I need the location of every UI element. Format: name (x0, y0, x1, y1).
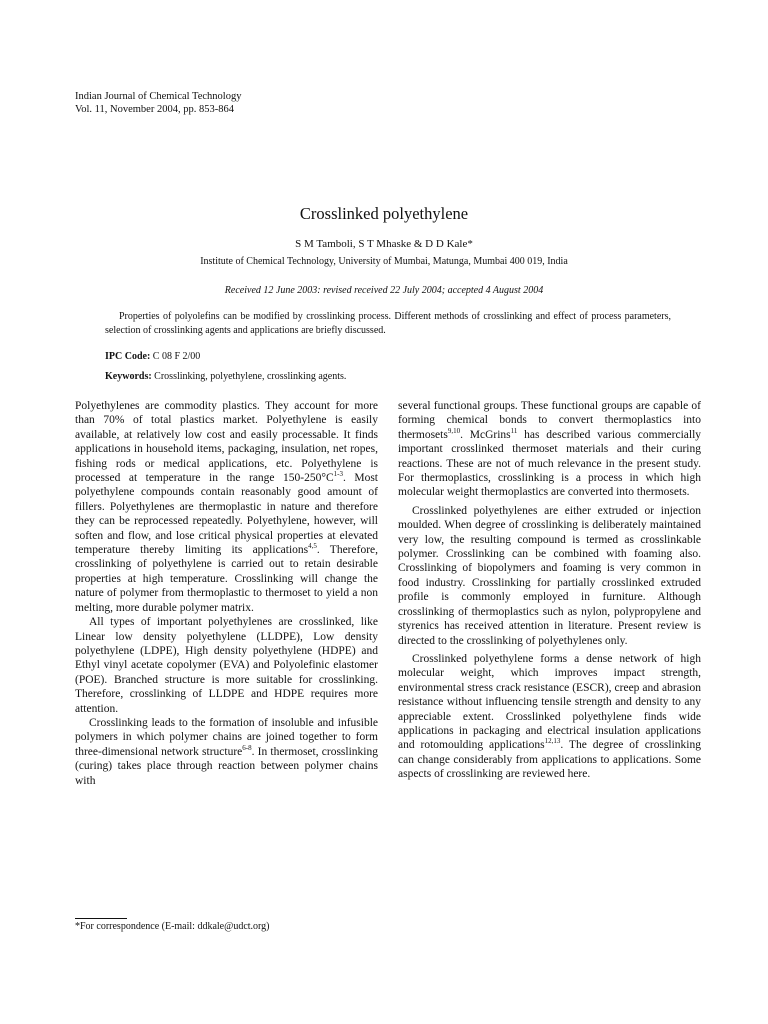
ipc-label: IPC Code: (105, 351, 151, 362)
article-affiliation: Institute of Chemical Technology, University of Mumbai, Matunga, Mumbai 400 019, India (200, 256, 568, 267)
paragraph (75, 716, 378, 788)
paragraph (398, 399, 701, 500)
paragraph: All types of important polyethylenes are crosslinked, like Linear low density polyethylene (LLDPE), Low density polyethylene (LDPE), High density polyethylene (HDPE) and Ethyl vinyl acetate copolymer (EVA) and Polyolefinic elastomer (POE). Branched structure is more suitable for crosslinking. Therefore, crosslinking of LLDPE and HDPE requires more attention. (75, 616, 378, 715)
text-run: several functional groups. These functional groups are capable of forming chemical bonds to convert thermoplastics into thermosets (398, 400, 701, 441)
text-run: . Most polyethylene compounds contain reasonably good amount of fillers. Polyethylenes are thermoplastic in nature and therefore they can be reprocessed repeatedly. Polyethylene, however, will soften and flow, and lose critical physical properties at elevated temperature thereby limiting its applications (75, 472, 378, 557)
citation-ref: 4,5 (308, 542, 317, 551)
journal-name: Indian Journal of Chemical Technology (75, 91, 242, 102)
text-run: Crosslinked polyethylene forms a dense network of high molecular weight, which improves impact strength, environmental stress crack resistance (ESCR), creep and abrasion resistance without influencing tensile strength and density to any appreciable extent. Crosslinked polyethylene finds wide applications in packaging and electrical insulation applications and rotomoulding applications (398, 652, 701, 752)
journal-issue: Vol. 11, November 2004, pp. 853-864 (75, 104, 234, 115)
journal-header (75, 90, 241, 116)
ipc-code (105, 351, 200, 362)
keywords (105, 371, 346, 382)
text-run: . Therefore, crosslinking of polyethylene is carried out to retain desirable properties at high temperature. Crosslinking will change the nature of polymer from thermoplastic to thermoset to yield a non melting, more durable polymer matrix. (75, 544, 378, 614)
keywords-value: Crosslinking, polyethylene, crosslinking agents. (151, 371, 347, 382)
article-title: Crosslinked polyethylene (299, 204, 469, 223)
keywords-label: Keywords: (105, 371, 152, 382)
ipc-value: C 08 F 2/00 (150, 351, 201, 362)
citation-ref: 11 (510, 426, 518, 435)
text-run: Polyethylenes are commodity plastics. They account for more than 70% of total plastics market. Polyethylene is easily available, at relatively low cost and easily processable. It finds applications in household items, packaging, insulation, net ropes, fishing rods or medical applications, etc. Polyethylene is processed at temperature in the range 150-250°C (75, 400, 378, 485)
citation-ref: 6-8 (242, 743, 252, 752)
text-run: Crosslinking leads to the formation of insoluble and infusible polymers in which polymer chains are joined together to form three-dimensional network structure (75, 716, 378, 758)
paragraph (398, 652, 701, 782)
body-column-right (398, 399, 701, 782)
citation-ref: 1-3 (333, 470, 343, 479)
abstract: Properties of polyolefins can be modified by crosslinking process. Different methods of crosslinking and effect of process parameters, selection of crosslinking agents and applications are briefly discussed. (105, 311, 671, 336)
body-column-left (75, 399, 378, 788)
text-run: . The degree of crosslinking can change considerably from applications to applications. Some aspects of crosslinking are reviewed here. (398, 739, 701, 781)
paragraph: Crosslinked polyethylenes are either extruded or injection moulded. When degree of crosslinking is deliberately maintained very low, the resulting compound is termed as crosslinkable polymer. Crosslinking can be combined with foaming also. Crosslinking of biopolymers and foaming is very common in food industry. Crosslinking for partially crosslinked extruded profile is commonly employed in furniture. Although crosslinking of thermoplastics such as nylon, polypropylene and styrenics has received attention in literature. Present review is directed to the crosslinking of polyethylenes only. (398, 504, 701, 647)
paragraph (75, 399, 378, 615)
citation-ref: 9,10 (447, 426, 461, 435)
article-authors: S M Tamboli, S T Mhaske & D D Kale* (295, 238, 473, 250)
received-dates: Received 12 June 2003: revised received 22 July 2004; accepted 4 August 2004 (224, 285, 544, 296)
correspondence-footnote: *For correspondence (E-mail: ddkale@udct.org) (75, 921, 270, 932)
text-run: has described various commercially important crosslinked thermoset materials and their curing reactions. These are not of much relevance in the present study. For thermoplastics, crosslinking is a process in which high molecular weight thermoplastics are converted into thermosets. (398, 428, 702, 499)
citation-ref: 12,13 (544, 737, 561, 746)
text-run: . In thermoset, crosslinking (curing) takes place through reaction between polymer chains with (75, 745, 378, 787)
text-run: . McGrins (460, 428, 511, 441)
footnote-divider (75, 918, 127, 919)
